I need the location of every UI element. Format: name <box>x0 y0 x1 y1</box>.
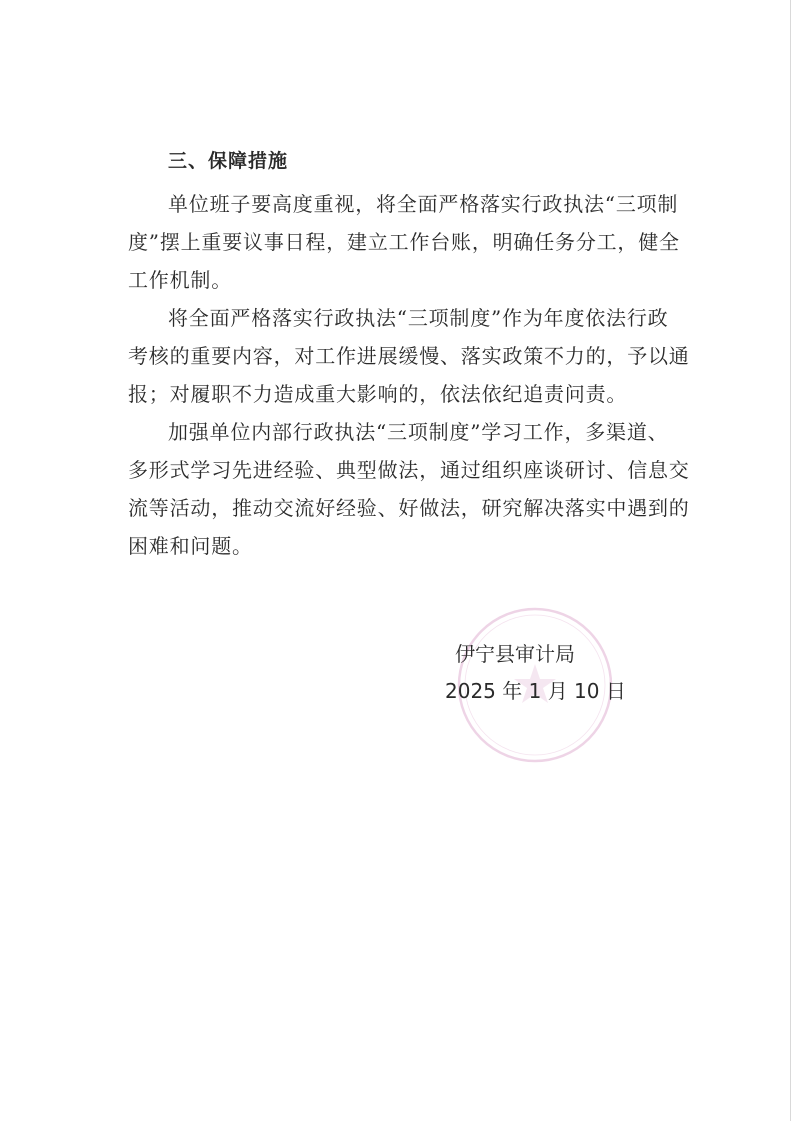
section-heading: 三、保障措施 <box>168 150 289 172</box>
paragraph-line: 困难和问题。 <box>128 534 253 558</box>
paragraph-line: 流等活动，推动交流好经验、好做法，研究解决落实中遇到的 <box>128 496 690 520</box>
signature-date: 2025 年 1 月 10 日 <box>445 679 626 703</box>
paragraph-line: 考核的重要内容，对工作进展缓慢、落实政策不力的，予以通 <box>128 344 690 368</box>
paragraph-line: 加强单位内部行政执法“三项制度”学习工作，多渠道、 <box>168 420 669 444</box>
signature-organization: 伊宁县审计局 <box>455 642 575 666</box>
paragraph-line: 单位班子要高度重视，将全面严格落实行政执法“三项制 <box>168 192 679 216</box>
paragraph-line: 将全面严格落实行政执法“三项制度”作为年度依法行政 <box>168 306 669 330</box>
page-edge <box>790 0 791 1121</box>
paragraph-line: 度”摆上重要议事日程，建立工作台账，明确任务分工，健全 <box>128 230 680 254</box>
paragraph-line: 工作机制。 <box>128 268 232 292</box>
paragraph-line: 多形式学习先进经验、典型做法，通过组织座谈研讨、信息交 <box>128 458 690 482</box>
paragraph-line: 报；对履职不力造成重大影响的，依法依纪追责问责。 <box>128 382 628 406</box>
